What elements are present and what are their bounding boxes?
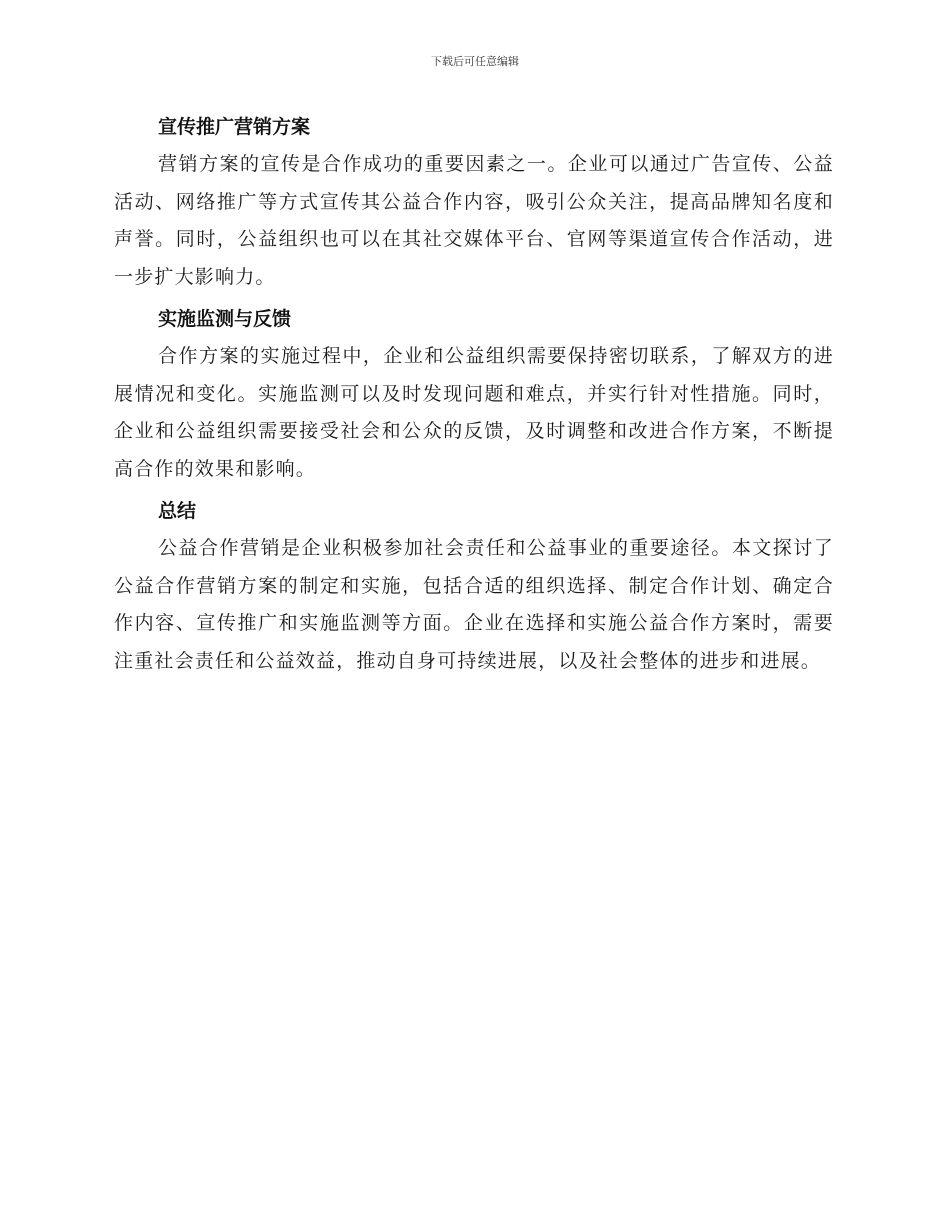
section-heading-summary: 总结: [158, 500, 197, 522]
section-body-promotion: 营销方案的宣传是合作成功的重要因素之一。企业可以通过广告宣传、公益活动、网络推广等方式宣传其公益合作内容，吸引公众关注，提高品牌知名度和声誉。同时，公益组织也可以在其社交媒体平台、官网等渠道宣传合作活动，进一步扩大影响力。: [114, 153, 834, 288]
section-body-summary: 公益合作营销是企业积极参加社会责任和公益事业的重要途径。本文探讨了公益合作营销方案的制定和实施，包括合适的组织选择、制定合作计划、确定合作内容、宣传推广和实施监测等方面。企业在选择和实施公益合作方案时，需要注重社会责任和公益效益，推动自身可持续进展，以及社会整体的进步和进展。: [114, 537, 834, 672]
document-content: [114, 108, 834, 684]
section-body-monitoring: 合作方案的实施过程中，企业和公益组织需要保持密切联系，了解双方的进展情况和变化。实施监测可以及时发现问题和难点，并实行针对性措施。同时，企业和公益组织需要接受社会和公众的反馈，及时调整和改进合作方案，不断提高合作的效果和影响。: [114, 345, 834, 480]
section-heading-promotion: 宣传推广营销方案: [158, 116, 311, 138]
section-heading-monitoring: 实施监测与反馈: [158, 308, 292, 330]
page-header-note: 下载后可任意编辑: [431, 55, 519, 68]
